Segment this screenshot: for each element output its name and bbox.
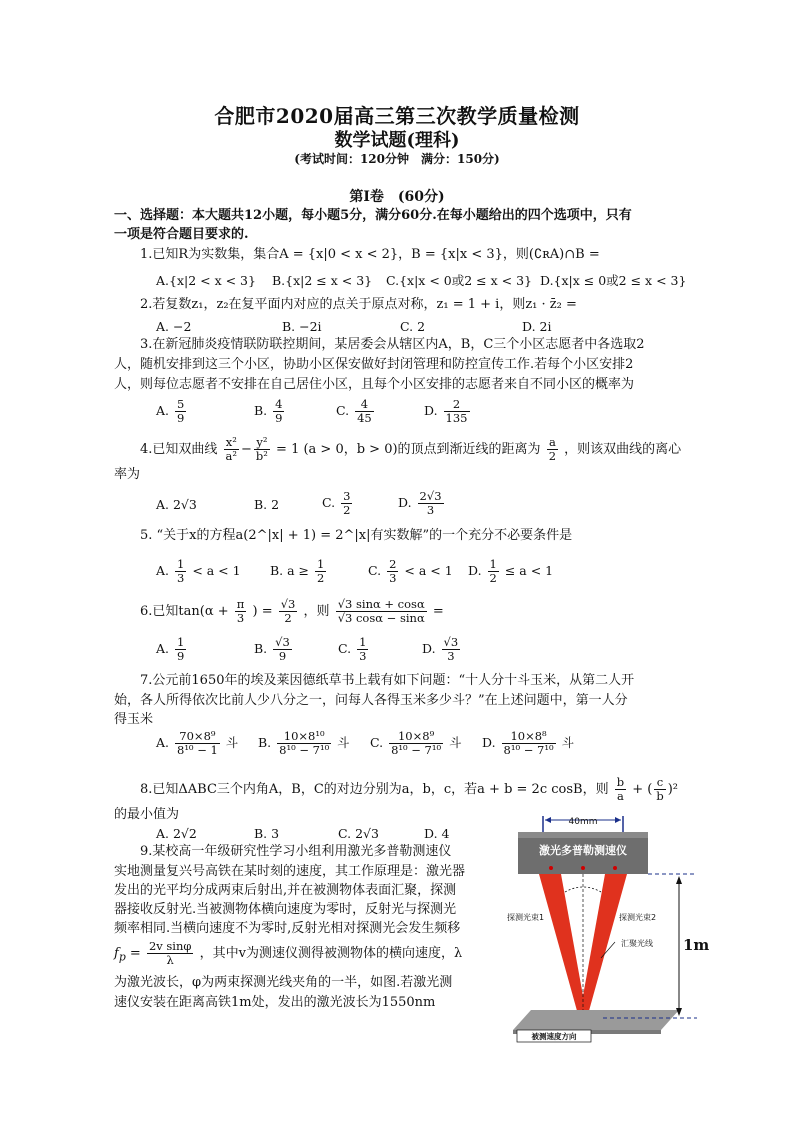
q7-option-c [370, 730, 462, 757]
section-heading-line2: 一项是符合题目要求的. [114, 227, 249, 242]
q1-stem: 1.已知R为实数集，集合A = {x|0 < x < 2}，B = {x|x < 3}，则(∁ʀA)∩B = [140, 247, 600, 262]
q6-frac-expr [336, 598, 427, 625]
numerator: 4 [275, 397, 283, 411]
denominator: b² [255, 449, 268, 463]
denominator: 8¹⁰ − 1 [177, 743, 218, 757]
q5-option-c [368, 558, 453, 585]
numerator: 1 [177, 635, 185, 649]
numerator: 10×8¹⁰ [277, 730, 331, 744]
q2-option-c: C. 2 [400, 319, 426, 334]
q7-option-d-fraction [502, 730, 556, 757]
denominator: 8¹⁰ − 7¹⁰ [391, 743, 442, 757]
emitter-right [613, 866, 617, 870]
q8-option-c: C. 2√3 [338, 826, 379, 841]
q7-option-c-fraction [389, 730, 443, 757]
q7-option-a-label: A. [156, 735, 170, 750]
q4-stem-pre: 4.已知双曲线 [140, 442, 218, 457]
q5-option-a [156, 558, 241, 585]
q9-formula-fraction [147, 940, 194, 967]
q1-option-d: D.{x|x ≤ 0或2 ≤ x < 3} [540, 273, 687, 288]
q3-option-a-label: A. [156, 403, 170, 418]
device-box-top [518, 832, 648, 838]
numerator: 4 [355, 398, 374, 412]
q7-option-a-fraction [175, 730, 220, 757]
q5-option-a-label: A. [156, 563, 170, 578]
numerator: 70×8⁹ [175, 730, 220, 744]
denominator: 3 [236, 611, 245, 625]
q2-option-a: A. −2 [156, 319, 192, 334]
q3-option-a-fraction [175, 398, 186, 425]
q9-line1: 9.某校高一年级研究性学习小组利用激光多普勒测速仪 [140, 844, 452, 859]
q3-option-b [254, 398, 286, 425]
q6-stem-end: = [432, 604, 444, 619]
q2-option-d: D. 2i [522, 319, 552, 334]
q8-option-a: A. 2√2 [156, 826, 197, 841]
receiver-center [581, 866, 585, 870]
q6-stem-then: ，则 [303, 604, 330, 619]
q5-option-d-tail: ≤ a < 1 [504, 563, 554, 578]
q7-option-b [258, 730, 350, 757]
denominator: 2 [489, 571, 497, 585]
q6-option-d-fraction [442, 636, 461, 663]
numerator: y² [254, 436, 270, 450]
q5-option-d-fraction [488, 558, 499, 585]
denominator: 3 [359, 649, 367, 663]
q4-option-c-fraction [341, 490, 352, 517]
q4-stem: 4.已知双曲线 $\frac{\text{x²}}{\text{a²}}$ − $\frac{\text{y²}}{\text{b²}}$ = 1 (a > 0，b > 0)的顶点到渐近线的距离为 $\frac{a}{2}$ ，则该双曲线的离心 [140, 435, 682, 463]
q5-option-c-label: C. [368, 563, 382, 578]
denominator: 2 [317, 571, 325, 585]
q3-line2: 人，随机安排到这三个小区，协助小区保安做好封闭管理和防控宣传工作.若每个小区安排2 [114, 357, 634, 372]
q7-option-b-fraction [277, 730, 331, 757]
q6-option-c-fraction [357, 636, 368, 663]
numerator: b [616, 775, 625, 789]
q3-option-d-label: D. [424, 403, 438, 418]
numerator: 2 [389, 557, 397, 571]
numerator: 2v sinφ [148, 939, 192, 953]
q4-option-d-fraction [418, 490, 444, 517]
q8-option-d: D. 4 [424, 826, 450, 841]
q3-line1: 3.在新冠肺炎疫情联防联控期间，某居委会从辖区内A，B，C三个小区志愿者中各选取2 [140, 337, 645, 352]
q3-option-d [424, 398, 472, 425]
numerator: 1 [359, 635, 367, 649]
q4-option-d [398, 490, 446, 517]
q6-option-b-label: B. [254, 641, 268, 656]
denominator: √3 cosα − sinα [337, 611, 425, 625]
denominator: 9 [177, 649, 185, 663]
q8-frac-ba [615, 776, 626, 803]
q9-f-symbol: f [114, 946, 119, 961]
denominator: a² [225, 449, 238, 463]
q9-line6 [114, 940, 462, 967]
q6-option-d [422, 636, 462, 663]
exam-info: (考试时间：120分钟 满分：150分) [294, 152, 500, 166]
q3-option-c-label: C. [336, 403, 350, 418]
q7-option-d-unit: 斗 [561, 735, 575, 750]
denominator: 9 [177, 411, 185, 425]
numerator: √3 [443, 635, 459, 649]
q6-option-b [254, 636, 294, 663]
q6-stem-eq: ) = [252, 604, 273, 619]
denominator: 2 [343, 503, 351, 517]
q9-f-subscript: p [118, 950, 126, 964]
q8-stem [140, 776, 678, 803]
q1-option-b: B.{x|2 ≤ x < 3} [272, 273, 373, 288]
q5-stem: 5. “关于x的方程a(2^|x| + 1) = 2^|x|有实数解”的一个充分不必要条件是 [140, 528, 573, 543]
q4-option-b: B. 2 [254, 497, 280, 512]
q3-option-d-fraction [444, 398, 470, 425]
numerator: 1 [317, 557, 325, 571]
q2-option-b: B. −2i [282, 319, 322, 334]
q7-option-d [482, 730, 574, 757]
q3-line3: 人，则每位志愿者不安排在自己居住小区，且每个小区安排的志愿者来自不同小区的概率为 [114, 377, 635, 392]
q6-stem-pre: 6.已知tan(α + [140, 604, 229, 619]
q7-line2: 始，各人所得依次比前人少八分之一，问每人各得玉米多少斗？”在上述问题中，第一人分 [114, 693, 628, 708]
q4-frac-y [254, 436, 270, 463]
q5-option-b [270, 558, 328, 585]
numerator: 10×8⁹ [389, 730, 443, 744]
q9-line8: 速仪安装在距离高铁1m处，发出的激光波长为1550nm [114, 995, 436, 1010]
q9-f-eq: = [129, 946, 141, 961]
exam-subtitle: 数学试题(理科) [334, 130, 460, 151]
numerator: √3 [275, 635, 290, 649]
q8-line2: 的最小值为 [114, 807, 180, 822]
q9-line7: 为激光波长，φ为两束探测光线夹角的一半，如图.若激光测 [114, 975, 453, 990]
q6-option-c-label: C. [338, 641, 352, 656]
q6-option-a-label: A. [156, 641, 170, 656]
q8-close: )² [667, 782, 679, 797]
q7-option-a [156, 730, 238, 757]
q6-stem [140, 598, 444, 625]
q4-line2: 率为 [114, 467, 141, 482]
emitter-left [549, 866, 553, 870]
q3-option-b-fraction [273, 398, 284, 425]
q8-stem-text: 8.已知ΔABC三个内角A，B，C的对边分别为a，b，c，若a + b = 2c cosB，则 [140, 782, 609, 797]
laser-doppler-figure [503, 812, 710, 1044]
q6-frac-pi [235, 598, 247, 625]
q5-option-c-fraction [387, 558, 398, 585]
q6-option-c [338, 636, 370, 663]
beam1-label: 探测光束1 [507, 913, 545, 922]
q3-option-a [156, 398, 188, 425]
numerator: √3 sinα + cosα [337, 597, 425, 611]
numerator: 10×8⁸ [502, 730, 556, 744]
q9-line3: 发出的光平均分成两束后射出,并在被测物体表面汇聚，探测 [114, 883, 457, 898]
numerator: 5 [177, 397, 185, 411]
denominator: b [656, 789, 664, 803]
q4-option-a: A. 2√3 [156, 497, 197, 512]
q5-option-c-tail: < a < 1 [404, 563, 453, 578]
q5-option-d-label: D. [468, 563, 482, 578]
beam2-label: 探测光束2 [619, 913, 657, 922]
denominator: 2 [284, 611, 292, 625]
q6-option-a-fraction [175, 636, 186, 663]
q7-line3: 得玉米 [114, 712, 154, 727]
q9-line5: 频率相同.当横向速度不为零时,反射光相对探测光会发生频移 [114, 921, 461, 936]
denominator: 8¹⁰ − 7¹⁰ [503, 743, 554, 757]
q3-option-b-label: B. [254, 403, 268, 418]
q6-frac-rhs [279, 598, 298, 625]
q8-frac-cb [654, 776, 665, 803]
q4-frac-x [224, 436, 239, 463]
numerator: a [547, 436, 558, 450]
q6-option-b-fraction [273, 636, 292, 663]
exam-title: 合肥市2020届高三第三次教学质量检测 [214, 104, 580, 128]
denominator: 9 [278, 649, 287, 663]
q8-plus: + ( [632, 782, 653, 797]
q5-option-d [468, 558, 553, 585]
q7-option-a-unit: 斗 [225, 735, 239, 750]
q9-line4: 器接收反射光.当被测物体横向速度为零时，反射光与探测光 [114, 902, 457, 917]
denominator: a [616, 789, 624, 803]
denominator: λ [166, 953, 174, 967]
numerator: c [654, 776, 665, 790]
width-label: 40mm [568, 817, 598, 827]
q8-option-b: B. 3 [254, 826, 280, 841]
numerator: π [236, 597, 245, 611]
q4-stem-mid: = 1 (a > 0，b > 0)的顶点到渐近线的距离为 [276, 442, 541, 457]
q4-option-c-label: C. [322, 495, 336, 510]
numerator: 2 [444, 398, 470, 412]
denominator: 3 [447, 649, 455, 663]
numerator: x² [224, 436, 239, 450]
q5-option-b-fraction [315, 558, 326, 585]
q3-option-c [336, 398, 376, 425]
q9-line6-rest: ，其中v为测速仪测得被测物体的横向速度，λ [199, 946, 463, 961]
q5-option-a-tail: < a < 1 [192, 563, 241, 578]
direction-label: 被测速度方向 [531, 1032, 577, 1041]
q1-option-c: C.{x|x < 0或2 ≤ x < 3} [386, 273, 532, 288]
q2-stem: 2.若复数z₁，z₂在复平面内对应的点关于原点对称，z₁ = 1 + i，则z₁ · z̄₂ = [140, 297, 577, 312]
denominator: 3 [177, 571, 185, 585]
q7-line1: 7.公元前1650年的埃及莱因德纸草书上载有如下问题：“十人分十斗玉米，从第二人开 [140, 673, 635, 688]
volume-heading: 第Ⅰ卷 (60分) [349, 189, 445, 205]
numerator: 3 [343, 489, 351, 503]
q5-option-a-fraction [175, 558, 186, 585]
q6-option-a [156, 636, 188, 663]
device-label: 激光多普勒测速仪 [539, 844, 627, 857]
numerator: 1 [177, 557, 185, 571]
q4-frac-a [547, 436, 558, 463]
numerator: 2√3 [419, 489, 442, 503]
distance-label: 1m [683, 936, 710, 954]
numerator: √3 [280, 597, 296, 611]
q1-option-a: A.{x|2 < x < 3} [156, 273, 256, 288]
denominator: 8¹⁰ − 7¹⁰ [279, 743, 330, 757]
q7-option-d-label: D. [482, 735, 496, 750]
denominator: 45 [357, 411, 372, 425]
denominator: 135 [445, 411, 468, 425]
q7-option-c-unit: 斗 [449, 735, 462, 750]
q4-stem-post: ，则该双曲线的离心 [564, 442, 682, 457]
denominator: 3 [389, 571, 397, 585]
denominator: 3 [426, 503, 435, 517]
measured-surface [513, 1010, 679, 1030]
q4-option-d-label: D. [398, 495, 412, 510]
q5-option-b-label: B. a ≥ [270, 563, 310, 578]
q6-option-d-label: D. [422, 641, 436, 656]
denominator: 9 [275, 411, 283, 425]
q3-option-c-fraction [355, 398, 374, 425]
q7-option-b-unit: 斗 [337, 735, 350, 750]
numerator: 1 [489, 557, 497, 571]
q4-option-c [322, 490, 354, 517]
denominator: 2 [548, 449, 557, 463]
converge-label: 汇聚光线 [621, 939, 653, 948]
section-heading-line1: 一、选择题：本大题共12小题，每小题5分，满分60分.在每小题给出的四个选项中，只有 [114, 208, 632, 223]
q7-option-b-label: B. [258, 735, 272, 750]
q7-option-c-label: C. [370, 735, 384, 750]
q9-line2: 实地测量复兴号高铁在某时刻的速度，其工作原理是：激光器 [114, 864, 466, 879]
